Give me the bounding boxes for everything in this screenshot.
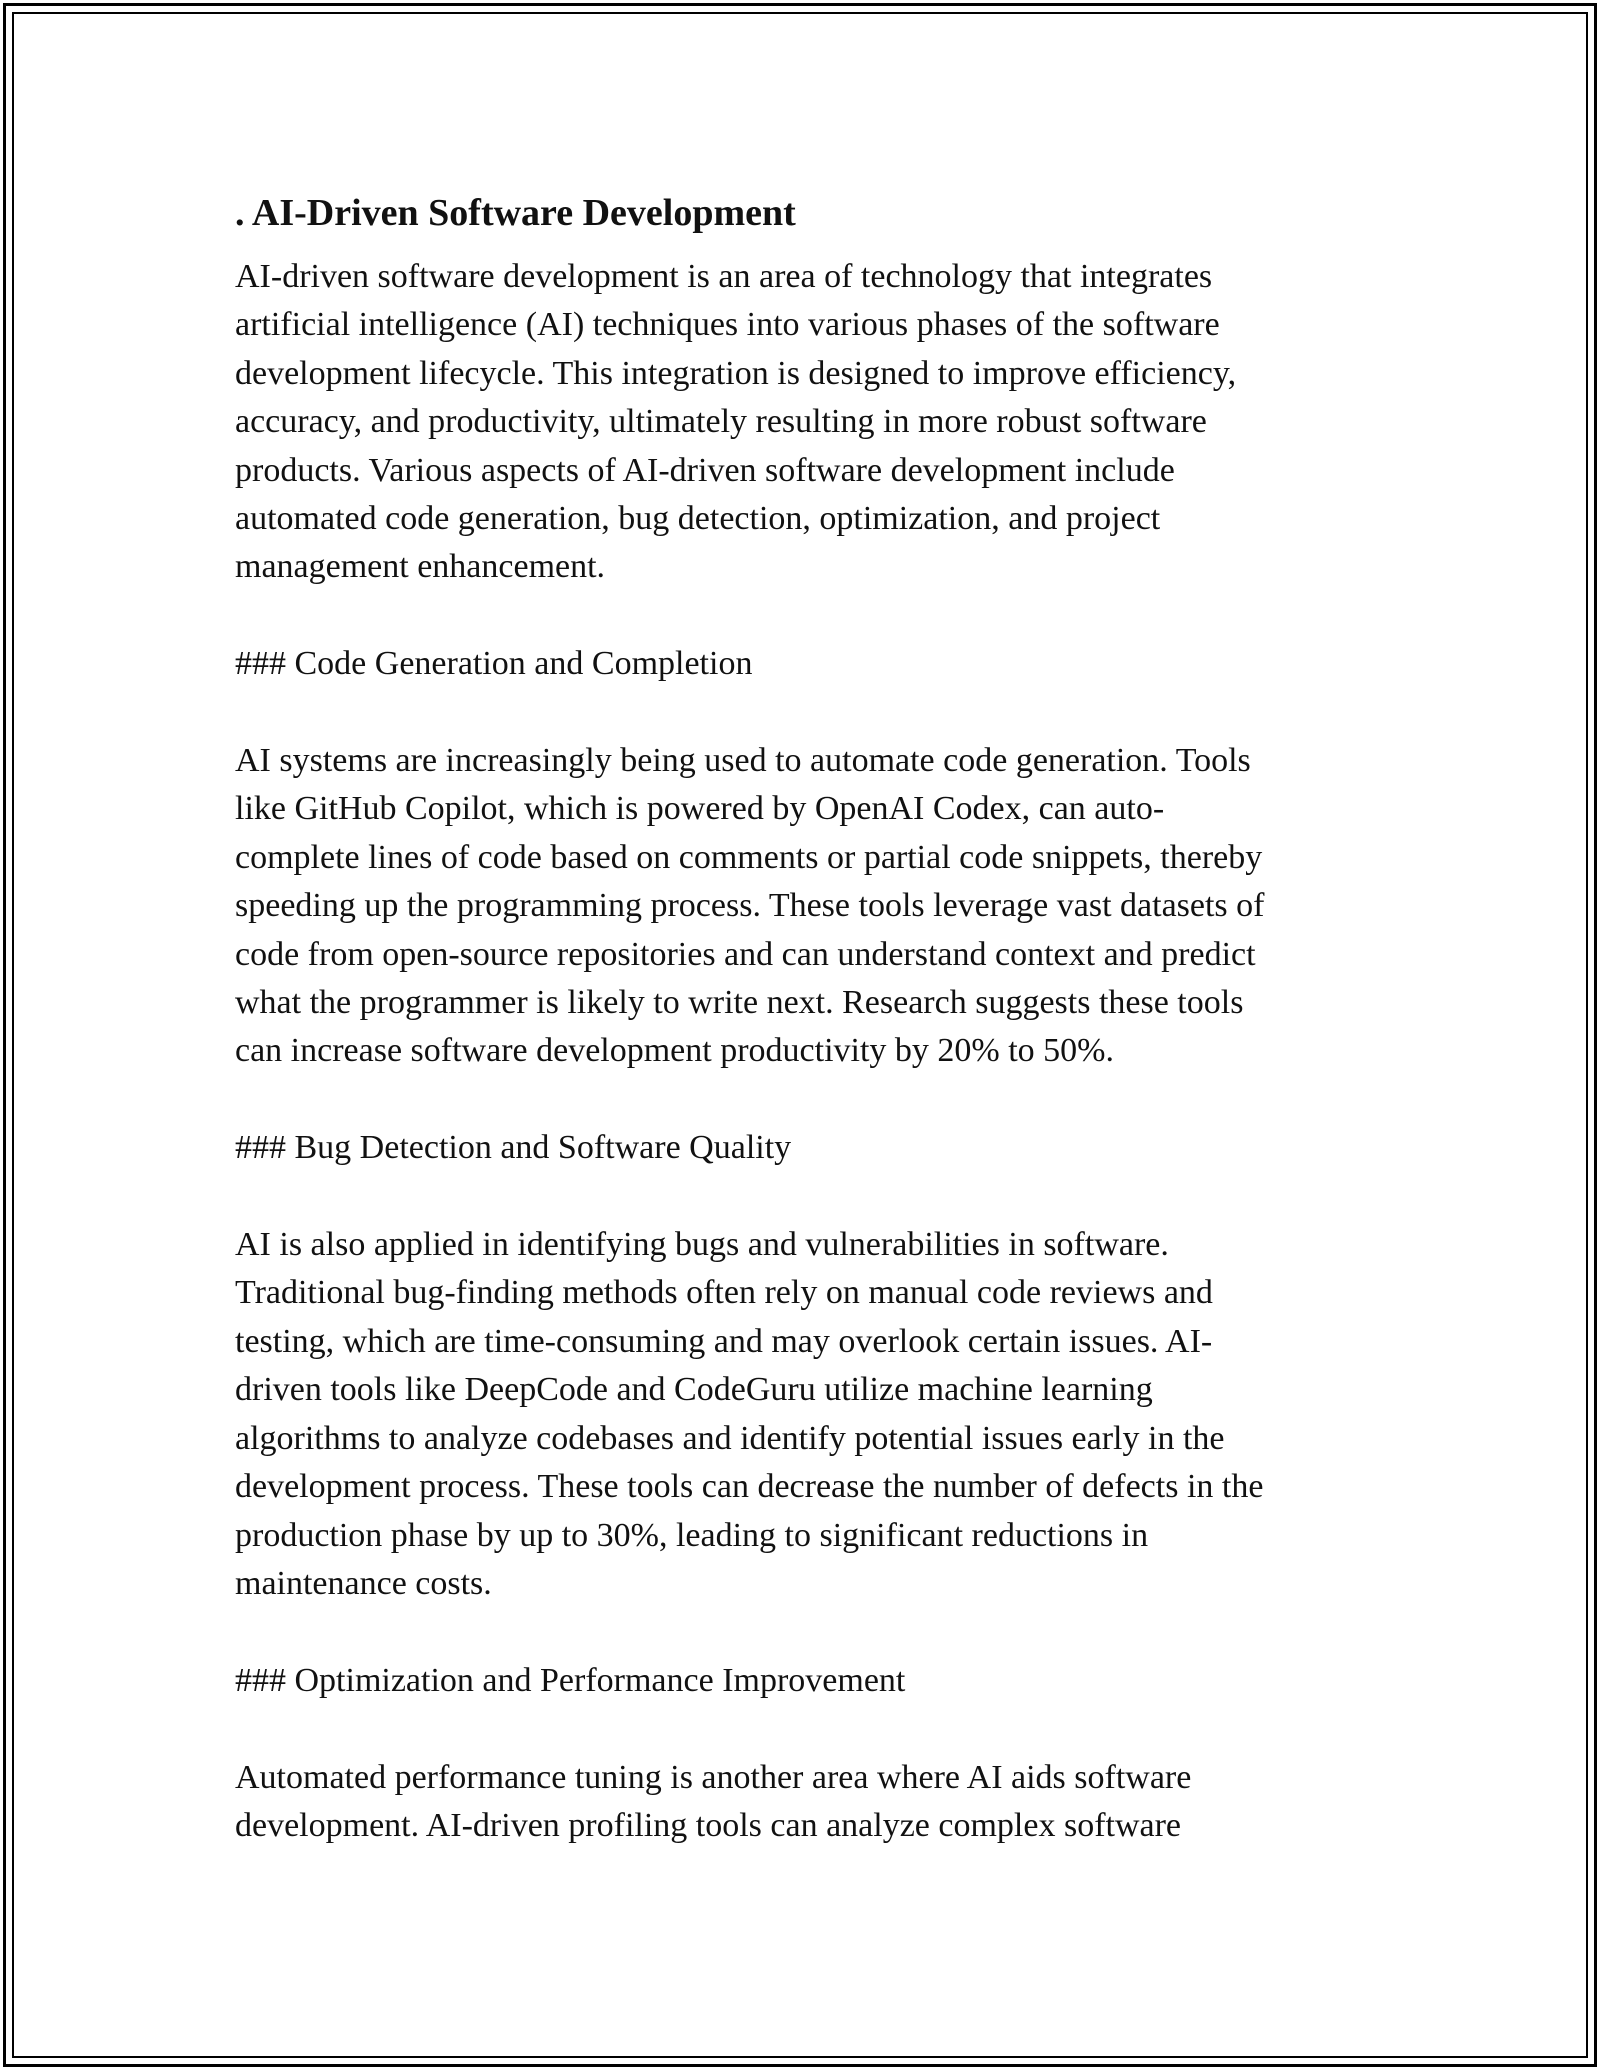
spacer <box>235 1076 1365 1124</box>
section-heading-code-generation: ### Code Generation and Completion <box>235 645 753 683</box>
section-body-code-generation: AI systems are increasingly being used to automate code generation. Tools like GitHub Copilot, which is powered by OpenAI Codex, can auto- complete lines of code based on comments or partial code snippets, thereby speeding up the programming process. These tools leverage vast datasets of code from open-source repositories and can understand context and predict what the programmer is likely to write next. Research suggests these tools can increase software development productivity by 20% to 50%. <box>235 742 1265 1070</box>
intro-paragraph: AI-driven software development is an area of technology that integrates artificial intelligence (AI) techniques into various phases of the software development lifecycle. This integration is designed to improve efficiency, accuracy, and productivity, ultimately resulting in more robust software products. Various aspects of AI-driven software development include automated code generation, bug detection, optimization, and project management enhancement. <box>235 258 1237 586</box>
spacer <box>235 1705 1365 1753</box>
section-heading-optimization: ### Optimization and Performance Improvement <box>235 1661 906 1699</box>
spacer <box>235 1608 1365 1656</box>
document-body <box>235 185 1365 1850</box>
spacer <box>235 592 1365 640</box>
document-title: . AI-Driven Software Development <box>235 192 796 234</box>
section-heading-bug-detection: ### Bug Detection and Software Quality <box>235 1129 792 1167</box>
spacer <box>235 1173 1365 1221</box>
spacer <box>235 689 1365 737</box>
section-body-bug-detection: AI is also applied in identifying bugs and vulnerabilities in software. Traditional bug-finding methods often rely on manual code reviews and testing, which are time-consuming and may overlook certain issues. AI- driven tools like DeepCode and CodeGuru utilize machine learning algorithms to analyze codebases and identify potential issues early in the development process. These tools can decrease the number of defects in the production phase by up to 30%, leading to significant reductions in maintenance costs. <box>235 1226 1264 1602</box>
section-body-optimization: Automated performance tuning is another area where AI aids software development. AI-driven profiling tools can analyze complex software <box>235 1758 1192 1844</box>
